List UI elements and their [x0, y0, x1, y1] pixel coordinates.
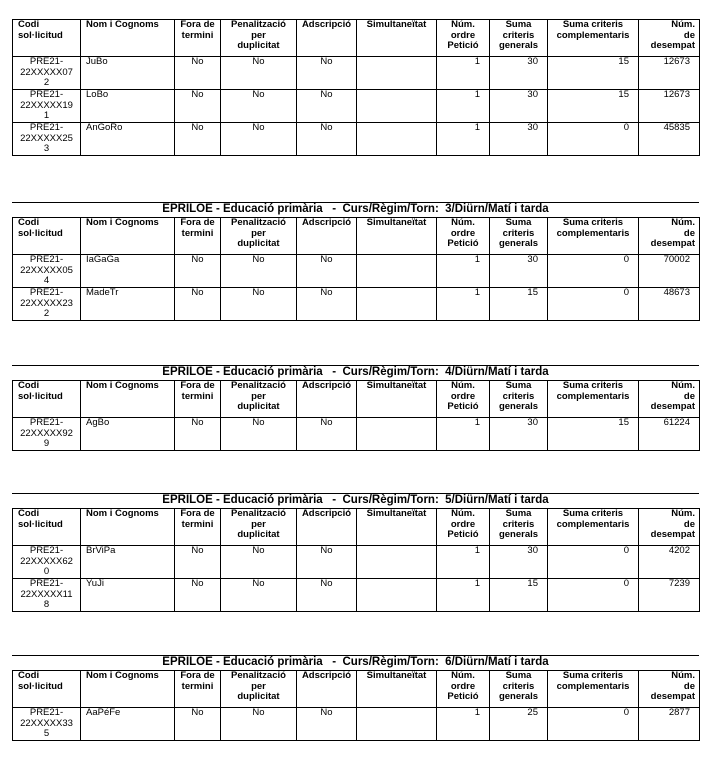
- cell-nom: AnGoRo: [81, 123, 175, 156]
- table-block-course-5: [12, 493, 699, 612]
- cell-ordre: 1: [437, 57, 490, 90]
- cell-codi: PRE21- 22XXXXX25 3: [13, 123, 81, 156]
- cell-penal: No: [221, 546, 297, 579]
- cell-fora: No: [175, 579, 221, 612]
- header-desempat: Núm. de desempat: [639, 218, 700, 255]
- cell-adscripcio: No: [297, 255, 357, 288]
- cell-penal: No: [221, 579, 297, 612]
- cell-ordre: 1: [437, 90, 490, 123]
- cell-ordre: 1: [437, 708, 490, 741]
- header-nom: Nom i Cognoms: [81, 381, 175, 418]
- table-header-row: [13, 20, 700, 57]
- cell-desempat: 70002: [639, 255, 700, 288]
- cell-simult: [357, 418, 437, 451]
- cell-adscripcio: No: [297, 546, 357, 579]
- cell-complementaris: 0: [548, 123, 639, 156]
- cell-simult: [357, 579, 437, 612]
- cell-nom: JuBo: [81, 57, 175, 90]
- cell-codi: PRE21- 22XXXXX33 5: [13, 708, 81, 741]
- table-block-course-6: [12, 655, 699, 741]
- cell-codi: PRE21- 22XXXXX07 2: [13, 57, 81, 90]
- header-adscripcio: Adscripció: [297, 381, 357, 418]
- cell-ordre: 1: [437, 123, 490, 156]
- cell-codi: PRE21- 22XXXXX62 0: [13, 546, 81, 579]
- cell-generals: 30: [490, 57, 548, 90]
- header-desempat: Núm. de desempat: [639, 671, 700, 708]
- table-row: [13, 418, 700, 451]
- section-title: EPRILOE - Educació primària - Curs/Règim/Torn: 3/Diürn/Matí i tarda: [12, 202, 699, 217]
- header-ordre: Núm. ordre Petició: [437, 381, 490, 418]
- cell-desempat: 4202: [639, 546, 700, 579]
- header-codi: Codi sol·licitud: [13, 381, 81, 418]
- cell-fora: No: [175, 90, 221, 123]
- table-block-continued: [12, 19, 699, 156]
- cell-ordre: 1: [437, 546, 490, 579]
- cell-complementaris: 0: [548, 579, 639, 612]
- cell-desempat: 48673: [639, 288, 700, 321]
- header-fora: Fora de termini: [175, 218, 221, 255]
- cell-adscripcio: No: [297, 123, 357, 156]
- admissions-table: [12, 380, 700, 451]
- cell-adscripcio: No: [297, 57, 357, 90]
- header-simult: Simultaneïtat: [357, 509, 437, 546]
- cell-desempat: 12673: [639, 90, 700, 123]
- cell-fora: No: [175, 123, 221, 156]
- header-desempat: Núm. de desempat: [639, 20, 700, 57]
- cell-adscripcio: No: [297, 708, 357, 741]
- header-generals: Suma criteris generals: [490, 20, 548, 57]
- cell-penal: No: [221, 90, 297, 123]
- header-generals: Suma criteris generals: [490, 381, 548, 418]
- header-ordre: Núm. ordre Petició: [437, 671, 490, 708]
- table-row: [13, 708, 700, 741]
- header-codi: Codi sol·licitud: [13, 671, 81, 708]
- cell-codi: PRE21- 22XXXXX23 2: [13, 288, 81, 321]
- cell-simult: [357, 546, 437, 579]
- admissions-table: [12, 19, 700, 156]
- cell-ordre: 1: [437, 255, 490, 288]
- cell-complementaris: 15: [548, 90, 639, 123]
- cell-fora: No: [175, 57, 221, 90]
- header-fora: Fora de termini: [175, 509, 221, 546]
- cell-fora: No: [175, 708, 221, 741]
- header-desempat: Núm. de desempat: [639, 381, 700, 418]
- header-desempat: Núm. de desempat: [639, 509, 700, 546]
- cell-simult: [357, 288, 437, 321]
- header-nom: Nom i Cognoms: [81, 20, 175, 57]
- cell-complementaris: 15: [548, 418, 639, 451]
- header-ordre: Núm. ordre Petició: [437, 20, 490, 57]
- cell-generals: 15: [490, 288, 548, 321]
- header-generals: Suma criteris generals: [490, 671, 548, 708]
- header-simult: Simultaneïtat: [357, 381, 437, 418]
- header-complementaris: Suma criteris complementaris: [548, 509, 639, 546]
- header-codi: Codi sol·licitud: [13, 20, 81, 57]
- header-complementaris: Suma criteris complementaris: [548, 381, 639, 418]
- cell-adscripcio: No: [297, 288, 357, 321]
- cell-desempat: 61224: [639, 418, 700, 451]
- header-complementaris: Suma criteris complementaris: [548, 671, 639, 708]
- cell-nom: IaGaGa: [81, 255, 175, 288]
- cell-generals: 30: [490, 123, 548, 156]
- cell-generals: 30: [490, 418, 548, 451]
- header-complementaris: Suma criteris complementaris: [548, 218, 639, 255]
- cell-codi: PRE21- 22XXXXX05 4: [13, 255, 81, 288]
- cell-desempat: 45835: [639, 123, 700, 156]
- cell-simult: [357, 123, 437, 156]
- header-codi: Codi sol·licitud: [13, 509, 81, 546]
- cell-penal: No: [221, 57, 297, 90]
- cell-complementaris: 0: [548, 255, 639, 288]
- header-ordre: Núm. ordre Petició: [437, 218, 490, 255]
- header-adscripcio: Adscripció: [297, 671, 357, 708]
- cell-adscripcio: No: [297, 418, 357, 451]
- cell-codi: PRE21- 22XXXXX11 8: [13, 579, 81, 612]
- header-adscripcio: Adscripció: [297, 509, 357, 546]
- cell-penal: No: [221, 255, 297, 288]
- section-title: EPRILOE - Educació primària - Curs/Règim/Torn: 4/Diürn/Matí i tarda: [12, 365, 699, 380]
- table-block-course-4: [12, 365, 699, 451]
- header-nom: Nom i Cognoms: [81, 509, 175, 546]
- header-fora: Fora de termini: [175, 20, 221, 57]
- cell-nom: YuJi: [81, 579, 175, 612]
- cell-desempat: 7239: [639, 579, 700, 612]
- table-row: [13, 57, 700, 90]
- cell-nom: BrViPa: [81, 546, 175, 579]
- cell-adscripcio: No: [297, 90, 357, 123]
- cell-codi: PRE21- 22XXXXX19 1: [13, 90, 81, 123]
- header-fora: Fora de termini: [175, 381, 221, 418]
- header-penal: Penalització per duplicitat: [221, 20, 297, 57]
- cell-desempat: 12673: [639, 57, 700, 90]
- cell-generals: 25: [490, 708, 548, 741]
- header-fora: Fora de termini: [175, 671, 221, 708]
- header-penal: Penalització per duplicitat: [221, 218, 297, 255]
- table-row: [13, 90, 700, 123]
- header-nom: Nom i Cognoms: [81, 218, 175, 255]
- cell-penal: No: [221, 123, 297, 156]
- header-generals: Suma criteris generals: [490, 509, 548, 546]
- cell-penal: No: [221, 288, 297, 321]
- cell-generals: 30: [490, 255, 548, 288]
- header-simult: Simultaneïtat: [357, 20, 437, 57]
- cell-nom: LoBo: [81, 90, 175, 123]
- header-simult: Simultaneïtat: [357, 671, 437, 708]
- cell-generals: 30: [490, 90, 548, 123]
- cell-simult: [357, 255, 437, 288]
- cell-complementaris: 0: [548, 708, 639, 741]
- cell-codi: PRE21- 22XXXXX92 9: [13, 418, 81, 451]
- table-header-row: [13, 381, 700, 418]
- cell-generals: 30: [490, 546, 548, 579]
- cell-complementaris: 15: [548, 57, 639, 90]
- cell-ordre: 1: [437, 579, 490, 612]
- admissions-table: [12, 508, 700, 612]
- table-row: [13, 123, 700, 156]
- cell-desempat: 2877: [639, 708, 700, 741]
- table-header-row: [13, 509, 700, 546]
- cell-simult: [357, 90, 437, 123]
- cell-fora: No: [175, 255, 221, 288]
- header-nom: Nom i Cognoms: [81, 671, 175, 708]
- header-codi: Codi sol·licitud: [13, 218, 81, 255]
- header-adscripcio: Adscripció: [297, 20, 357, 57]
- cell-fora: No: [175, 288, 221, 321]
- cell-adscripcio: No: [297, 579, 357, 612]
- table-row: [13, 255, 700, 288]
- header-penal: Penalització per duplicitat: [221, 671, 297, 708]
- table-row: [13, 546, 700, 579]
- cell-complementaris: 0: [548, 546, 639, 579]
- header-penal: Penalització per duplicitat: [221, 381, 297, 418]
- cell-penal: No: [221, 708, 297, 741]
- admissions-table: [12, 217, 700, 321]
- table-header-row: [13, 218, 700, 255]
- section-title: EPRILOE - Educació primària - Curs/Règim/Torn: 6/Diürn/Matí i tarda: [12, 655, 699, 670]
- cell-fora: No: [175, 418, 221, 451]
- table-header-row: [13, 671, 700, 708]
- header-complementaris: Suma criteris complementaris: [548, 20, 639, 57]
- cell-simult: [357, 57, 437, 90]
- cell-simult: [357, 708, 437, 741]
- cell-generals: 15: [490, 579, 548, 612]
- cell-penal: No: [221, 418, 297, 451]
- table-row: [13, 579, 700, 612]
- section-title: EPRILOE - Educació primària - Curs/Règim/Torn: 5/Diürn/Matí i tarda: [12, 493, 699, 508]
- table-row: [13, 288, 700, 321]
- cell-nom: AgBo: [81, 418, 175, 451]
- cell-nom: MadeTr: [81, 288, 175, 321]
- header-generals: Suma criteris generals: [490, 218, 548, 255]
- admissions-table: [12, 670, 700, 741]
- cell-fora: No: [175, 546, 221, 579]
- header-penal: Penalització per duplicitat: [221, 509, 297, 546]
- cell-nom: AaPéFe: [81, 708, 175, 741]
- cell-ordre: 1: [437, 288, 490, 321]
- cell-complementaris: 0: [548, 288, 639, 321]
- header-simult: Simultaneïtat: [357, 218, 437, 255]
- header-ordre: Núm. ordre Petició: [437, 509, 490, 546]
- table-block-course-3: [12, 202, 699, 321]
- cell-ordre: 1: [437, 418, 490, 451]
- header-adscripcio: Adscripció: [297, 218, 357, 255]
